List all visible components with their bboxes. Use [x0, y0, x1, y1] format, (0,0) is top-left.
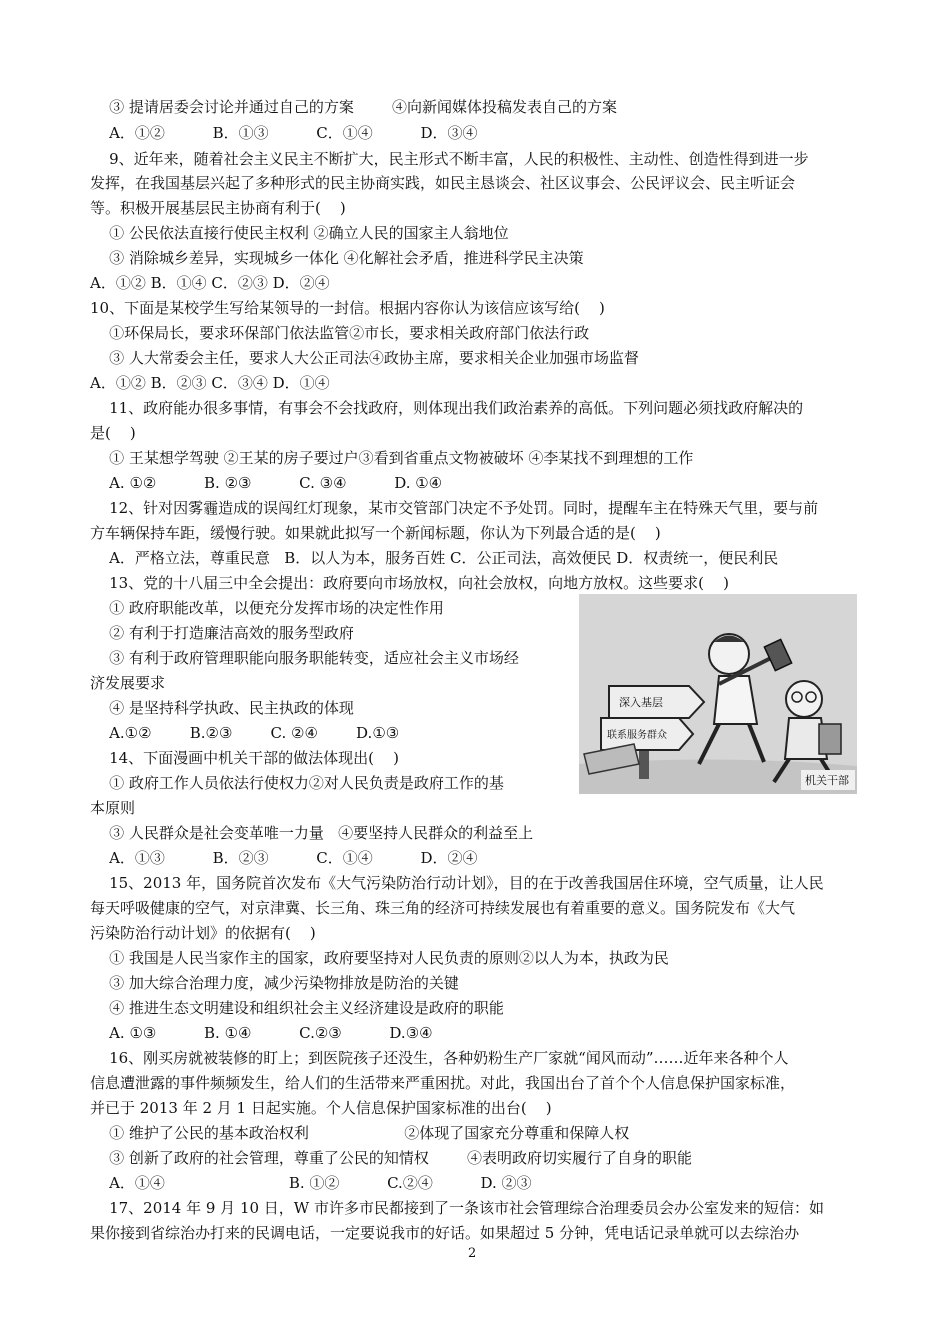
text-line: A.①② B.②③ C. ②④ D.①③ [90, 724, 400, 742]
text-line: 17、2014 年 9 月 10 日，W 市许多市民都接到了一条该市社会管理综合治理委员会办公室发来的短信：如 [90, 1199, 824, 1217]
text-line: A．①② B．②③ C．③④ D．①④ [90, 374, 330, 392]
text-line: 11、政府能办很多事情，有事会不会找政府，则体现出我们政治素养的高低。下列问题必须找政府解决的 [90, 399, 804, 417]
text-line: ③ 加大综合治理力度，减少污染物排放是防治的关键 [90, 974, 459, 992]
text-line: A．①② B．①④ C．②③ D．②④ [90, 274, 330, 292]
text-line: ① 公民依法直接行使民主权利 ②确立人民的国家主人翁地位 [90, 224, 509, 242]
text-line: A．严格立法，尊重民意 B．以人为本，服务百姓 C．公正司法，高效便民 D．权责统一，便民利民 [90, 549, 779, 567]
cartoon-drawing [579, 594, 857, 794]
text-line: 16、刚买房就被装修的盯上；到医院孩子还没生，各种奶粉生产厂家就“闻风而动”……近年来各种个人 [90, 1049, 789, 1067]
text-line: A. ①② B. ②③ C. ③④ D. ①④ [90, 474, 443, 492]
text-line: 信息遭泄露的事件频频发生，给人们的生活带来严重困扰。对此，我国出台了首个个人信息保护国家标准， [90, 1074, 796, 1092]
text-line: ① 政府工作人员依法行使权力②对人民负责是政府工作的基 [90, 774, 504, 792]
text-line: A．①④ B. ①② C.②④ D. ②③ [90, 1174, 532, 1192]
text-line: 是( ) [90, 424, 136, 442]
text-line: 并已于 2013 年 2 月 1 日起实施。个人信息保护国家标准的出台( ) [90, 1099, 552, 1117]
text-line: ① 我国是人民当家作主的国家，政府要坚持对人民负责的原则②以人为本，执政为民 [90, 949, 669, 967]
text-line: 9、近年来，随着社会主义民主不断扩大，民主形式不断丰富，人民的积极性、主动性、创造性得到进一步 [90, 150, 809, 168]
cartoon-caption: 机关干部 [805, 774, 849, 787]
sign-bottom-text: 联系服务群众 [607, 730, 667, 741]
text-line: ① 政府职能改革，以便充分发挥市场的决定性作用 [90, 599, 444, 617]
text-line: 10、下面是某校学生写给某领导的一封信。根据内容你认为该信应该写给( ) [90, 299, 605, 317]
text-line: ③ 人大常委会主任，要求人大公正司法④政协主席，要求相关企业加强市场监督 [90, 349, 639, 367]
text-line: 本原则 [90, 799, 136, 817]
text-line: A. ①③ B. ①④ C.②③ D.③④ [90, 1024, 433, 1042]
text-line: ③ 消除城乡差异，实现城乡一体化 ④化解社会矛盾，推进科学民主决策 [90, 249, 584, 267]
text-line: 每天呼吸健康的空气，对京津冀、长三角、珠三角的经济可持续发展也有着重要的意义。国务院发布《大气 [90, 899, 796, 917]
text-line: 污染防治行动计划》的依据有( ) [90, 924, 316, 942]
text-line: ③ 创新了政府的社会管理，尊重了公民的知情权 ④表明政府切实履行了自身的职能 [90, 1149, 692, 1167]
text-line: 13、党的十八届三中全会提出：政府要向市场放权，向社会放权，向地方放权。这些要求( ) [90, 574, 729, 592]
text-line: 15、2013 年，国务院首次发布《大气污染防治行动计划》，目的在于改善我国居住环境，空气质量，让人民 [90, 874, 824, 892]
text-line: ④ 是坚持科学执政、民主执政的体现 [90, 699, 354, 717]
text-line: 等。积极开展基层民主协商有利于( ) [90, 199, 346, 217]
text-line: 12、针对因雾霾造成的误闯红灯现象，某市交管部门决定不予处罚。同时，提醒车主在特殊天气里，要与前 [90, 499, 819, 517]
text-line: 济发展要求 [90, 674, 166, 692]
text-line: A．①② B．①③ C．①④ D．③④ [90, 124, 478, 142]
text-line: ③ 有利于政府管理职能向服务职能转变，适应社会主义市场经 [90, 649, 519, 667]
text-line: 果你接到省综治办打来的民调电话，一定要说我市的好话。如果超过 5 分钟，凭电话记录单就可以去综治办 [90, 1224, 800, 1242]
text-line: 方车辆保持车距，缓慢行驶。如果就此拟写一个新闻标题，你认为下列最合适的是( ) [90, 524, 661, 542]
text-line: ③ 人民群众是社会变革唯一力量 ④要坚持人民群众的利益至上 [90, 824, 534, 842]
text-line: 14、下面漫画中机关干部的做法体现出( ) [90, 749, 399, 767]
text-line: ③ 提请居委会讨论并通过自己的方案 ④向新闻媒体投稿发表自己的方案 [90, 98, 617, 116]
text-line: ① 维护了公民的基本政治权利 ②体现了国家充分尊重和保障人权 [90, 1124, 630, 1142]
text-line: ①环保局长，要求环保部门依法监管②市长，要求相关政府部门依法行政 [90, 324, 590, 342]
cartoon-image [579, 594, 857, 794]
sign-top-text: 深入基层 [619, 696, 663, 709]
text-line: ④ 推进生态文明建设和组织社会主义经济建设是政府的职能 [90, 999, 504, 1017]
text-line: A．①③ B．②③ C．①④ D．②④ [90, 849, 478, 867]
text-line: 发挥，在我国基层兴起了多种形式的民主协商实践，如民主恳谈会、社区议事会、公民评议会、民主听证会 [90, 174, 796, 192]
text-line: ① 王某想学驾驶 ②王某的房子要过户③看到省重点文物被破坏 ④李某找不到理想的工作 [90, 449, 694, 467]
text-line: ② 有利于打造廉洁高效的服务型政府 [90, 624, 354, 642]
page-number: 2 [468, 1246, 477, 1261]
